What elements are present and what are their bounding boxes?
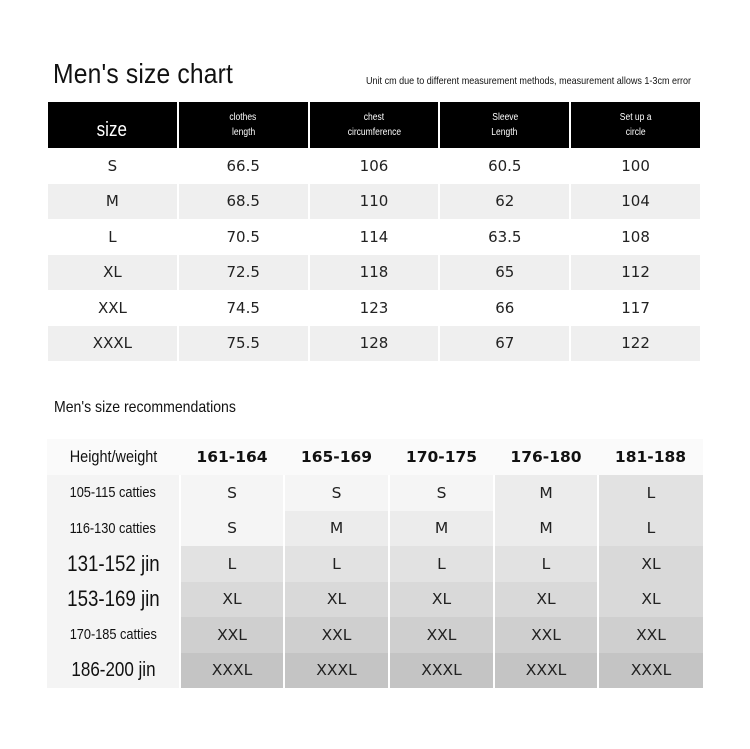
cell-circle: 104 — [571, 184, 700, 220]
header-height: 161-164 — [180, 439, 284, 475]
cell-sleeve: 66 — [495, 298, 515, 317]
size-cell: XL — [389, 582, 494, 618]
cell-clothes-length: 70.5 — [226, 227, 260, 246]
size-cell: XL — [598, 582, 703, 618]
table-row — [48, 326, 700, 362]
cell-circle: 117 — [621, 298, 650, 317]
size-cell: XXXL — [598, 653, 703, 689]
size-cell: XXL — [180, 617, 284, 653]
table-row — [47, 546, 703, 582]
cell-size: M — [48, 184, 177, 220]
header-height: 165-169 — [284, 439, 389, 475]
cell-circle: 122 — [571, 326, 700, 362]
size-cell: L — [284, 546, 389, 582]
cell-sleeve: 65 — [440, 255, 569, 291]
size-chart-header-row — [48, 102, 700, 148]
cell-clothes-length: 72.5 — [179, 255, 308, 291]
size-cell: XXL — [598, 617, 703, 653]
cell-circle: 112 — [571, 255, 700, 291]
page-title: Men's size chart — [53, 58, 234, 89]
size-cell: M — [494, 511, 598, 547]
size-cell: S — [284, 475, 389, 511]
size-cell: S — [389, 475, 494, 511]
weight-label: 116-130 catties — [47, 511, 180, 547]
size-recommendation-table — [47, 439, 703, 688]
cell-clothes-length: 74.5 — [226, 298, 260, 317]
size-cell: M — [494, 475, 598, 511]
size-chart-table — [46, 102, 702, 361]
cell-chest: 128 — [310, 326, 439, 362]
cell-clothes-length: 75.5 — [179, 326, 308, 362]
size-cell: XXL — [284, 617, 389, 653]
cell-chest: 118 — [310, 255, 439, 291]
cell-size: XXL — [97, 298, 127, 317]
size-cell: M — [389, 511, 494, 547]
size-cell: L — [180, 546, 284, 582]
table-row — [48, 219, 700, 255]
size-cell: XXXL — [494, 653, 598, 689]
cell-size: XL — [48, 255, 177, 291]
table-row — [47, 617, 703, 653]
cell-sleeve: 62 — [440, 184, 569, 220]
size-cell: L — [494, 546, 598, 582]
header-height-weight: Height/weight — [47, 439, 180, 475]
table-row — [48, 290, 700, 326]
cell-size: XXXL — [48, 326, 177, 362]
size-cell: S — [180, 475, 284, 511]
cell-clothes-length: 66.5 — [226, 156, 260, 175]
header-sleeve-length: Sleeve Length — [440, 102, 569, 148]
size-cell: XL — [494, 582, 598, 618]
recommendations-title: Men's size recommendations — [54, 399, 236, 416]
weight-label: 153-169 jin — [47, 582, 180, 618]
header-clothes-length: clothes length — [179, 102, 308, 148]
size-cell: XXXL — [389, 653, 494, 689]
table-row — [47, 582, 703, 618]
size-cell: S — [180, 511, 284, 547]
weight-label: 170-185 catties — [47, 617, 180, 653]
cell-size: S — [107, 156, 118, 175]
header-height: 176-180 — [494, 439, 598, 475]
weight-label: 105-115 catties — [47, 475, 180, 511]
cell-chest: 106 — [359, 156, 389, 175]
cell-circle: 100 — [621, 156, 650, 175]
cell-circle: 108 — [621, 227, 650, 246]
size-cell: L — [389, 546, 494, 582]
cell-clothes-length: 68.5 — [179, 184, 308, 220]
table-row — [48, 148, 700, 184]
size-cell: XXL — [389, 617, 494, 653]
header-chest-circumference: chest circumference — [310, 102, 439, 148]
size-cell: XXXL — [180, 653, 284, 689]
weight-label: 186-200 jin — [47, 653, 180, 689]
size-cell: M — [284, 511, 389, 547]
size-cell: XL — [598, 546, 703, 582]
header-size: size — [48, 102, 177, 148]
header-height: 170-175 — [389, 439, 494, 475]
cell-sleeve: 60.5 — [488, 156, 522, 175]
cell-size: L — [108, 227, 117, 246]
measurement-note: Unit cm due to different measurement methods, measurement allows 1-3cm error — [366, 75, 692, 87]
size-cell: L — [598, 475, 703, 511]
table-row — [48, 255, 700, 291]
cell-sleeve: 63.5 — [488, 227, 522, 246]
size-cell: XXXL — [284, 653, 389, 689]
weight-label: 131-152 jin — [47, 546, 180, 582]
cell-chest: 110 — [310, 184, 439, 220]
cell-chest: 123 — [359, 298, 389, 317]
size-cell: XL — [284, 582, 389, 618]
cell-sleeve: 67 — [440, 326, 569, 362]
header-height: 181-188 — [598, 439, 703, 475]
size-cell: XL — [180, 582, 284, 618]
header-circle: Set up a circle — [571, 102, 700, 148]
recommendation-header-row — [47, 439, 703, 475]
size-cell: XXL — [494, 617, 598, 653]
table-row — [48, 184, 700, 220]
cell-chest: 114 — [359, 227, 389, 246]
table-row — [47, 653, 703, 689]
table-row — [47, 475, 703, 511]
size-cell: L — [598, 511, 703, 547]
table-row — [47, 511, 703, 547]
